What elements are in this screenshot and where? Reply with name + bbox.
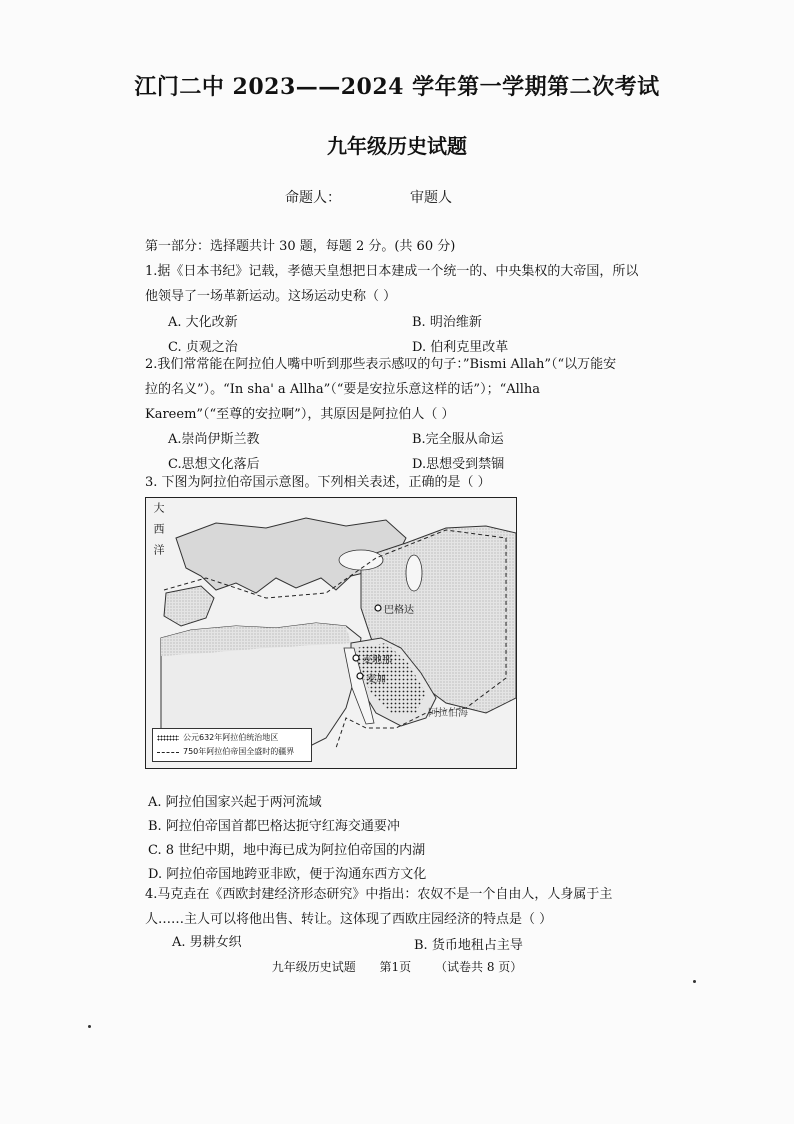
- q3-option-c[interactable]: C. 8 世纪中期，地中海已成为阿拉伯帝国的内湖: [148, 843, 426, 858]
- question-2-line-1: 2.我们常常能在阿拉伯人嘴中听到那些表示感叹的句子：”Bismi Allah”（“以万能安: [145, 357, 617, 372]
- q3-option-a[interactable]: A. 阿拉伯国家兴起于两河流域: [148, 795, 322, 810]
- medina-marker: [353, 655, 359, 661]
- footer-page-number: 第1页: [379, 960, 412, 974]
- q1-option-c[interactable]: C. 贞观之治: [168, 340, 238, 355]
- question-1: [145, 259, 675, 309]
- page-footer: [0, 958, 794, 975]
- q1-option-b[interactable]: B. 明治维新: [412, 315, 482, 330]
- scan-speck: [88, 1025, 91, 1028]
- medina-label: 麦地那: [362, 655, 392, 666]
- q2-option-d[interactable]: D.思想受到禁锢: [412, 457, 505, 472]
- q3-option-d[interactable]: D. 阿拉伯帝国地跨亚非欧，便于沟通东西方文化: [148, 867, 427, 882]
- map-legend: [152, 728, 312, 762]
- q1-option-a[interactable]: A. 大化改新: [168, 315, 238, 330]
- q4-option-a[interactable]: A. 男耕女织: [172, 935, 242, 950]
- mecca-label: 麦加: [366, 674, 386, 685]
- arabian-sea-label: 阿拉伯海: [428, 708, 468, 719]
- atlantic-label: 大西洋: [152, 502, 165, 565]
- question-1-line-2: 他领导了一场革新运动。这场运动史称（ ）: [145, 289, 397, 304]
- q4-option-b[interactable]: B. 货币地租占主导: [414, 938, 523, 953]
- question-4-line-1: 4.马克垚在《西欧封建经济形态研究》中指出：农奴不是一个自由人，人身属于主: [145, 887, 613, 902]
- footer-total-pages: （试卷共 8 页）: [435, 960, 523, 974]
- q2-option-c[interactable]: C.思想文化落后: [168, 457, 260, 472]
- part1-heading: 第一部分：选择题共计 30 题，每题 2 分。(共 60 分): [145, 239, 456, 254]
- q2-option-b[interactable]: B.完全服从命运: [412, 432, 504, 447]
- dashed-border-swatch: [157, 752, 179, 753]
- baghdad-marker: [375, 605, 381, 611]
- question-1-line-1: 1.据《日本书纪》记载，孝德天皇想把日本建成一个统一的、中央集权的大帝国，所以: [145, 264, 639, 279]
- question-2: [145, 352, 675, 427]
- question-4: [145, 882, 675, 932]
- q3-option-b[interactable]: B. 阿拉伯帝国首都巴格达扼守红海交通要冲: [148, 819, 400, 834]
- q2-option-a[interactable]: A.崇尚伊斯兰教: [168, 432, 260, 447]
- reviewer-label: 审题人: [410, 190, 452, 206]
- exam-title: 江门二中 2023——2024 学年第一学期第二次考试: [134, 74, 660, 100]
- mecca-marker: [357, 673, 363, 679]
- legend-item-750: 750年阿拉伯帝国全盛时的疆界: [183, 747, 295, 756]
- question-2-line-3: Kareem”（“至尊的安拉啊”），其原因是阿拉伯人（ ）: [145, 407, 455, 422]
- question-3-line: 3. 下图为阿拉伯帝国示意图。下列相关表述，正确的是（ ）: [145, 475, 491, 490]
- question-4-line-2: 人……主人可以将他出售、转让。这体现了西欧庄园经济的特点是（ ）: [145, 912, 553, 927]
- baghdad-label: 巴格达: [384, 605, 414, 616]
- question-2-line-2: 拉的名义”）。“In sha' a Allha”（“要是安拉乐意这样的话”）；“Allha: [145, 382, 541, 397]
- legend-item-632: 公元632年阿拉伯统治地区: [183, 733, 279, 742]
- question-3: [145, 470, 675, 495]
- author-label: 命题人：: [285, 190, 341, 206]
- scan-speck: [693, 980, 696, 983]
- q1-option-d[interactable]: D. 伯利克里改革: [412, 340, 509, 355]
- exam-subtitle: 九年级历史试题: [327, 134, 467, 158]
- footer-exam-name: 九年级历史试题: [271, 960, 356, 974]
- dotted-area-swatch: [157, 735, 179, 741]
- arab-empire-map: [145, 497, 517, 769]
